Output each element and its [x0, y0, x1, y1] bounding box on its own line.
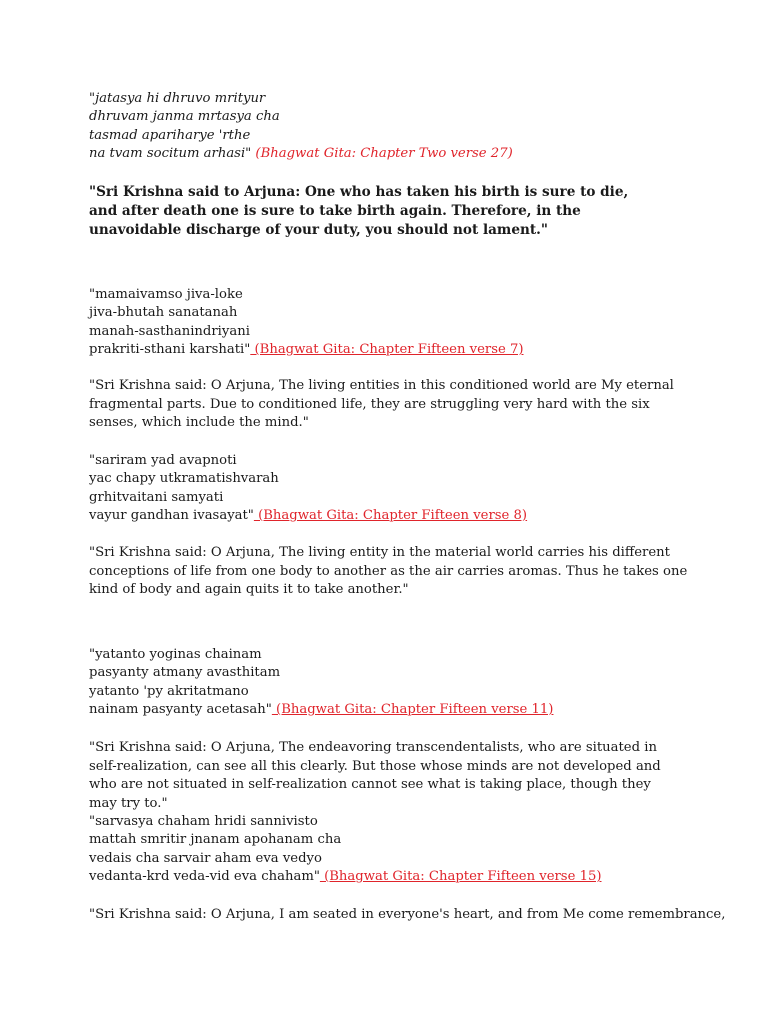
verse-reference-link-5[interactable]: (Bhagwat Gita: Chapter Fifteen verse 15) — [319, 868, 602, 884]
translation-2: "Sri Krishna said: O Arjuna, The living entities in this conditioned world are My eternal fragmental parts. Due to conditioned life, they are struggling very hard with the six senses, which include the mind." — [89, 378, 674, 431]
verse-reference-link-2[interactable]: (Bhagwat Gita: Chapter Fifteen verse 7) — [250, 341, 524, 357]
verse-line: "jatasya hi dhruvo mrityur — [89, 91, 266, 106]
verse-line: "sarvasya chaham hridi sannivisto — [89, 814, 318, 829]
verse-sanskrit-1 — [89, 90, 689, 163]
verse-line: vayur gandhan ivasayat" — [89, 507, 254, 523]
translation-4: "Sri Krishna said: O Arjuna, The endeavoring transcendentalists, who are situated in self-realization, can see all this clearly. But those whose minds are not developed and who are not situated in self-realization cannot see what is taking place, though they may try to." — [89, 740, 661, 812]
verse-block-1 — [89, 90, 689, 163]
translation-1: "Sri Krishna said to Arjuna: One who has taken his birth is sure to die, and after death one is sure to take birth again. Therefore, in the unavoidable discharge of your duty, you should not lament." — [89, 184, 629, 238]
verse-line: dhruvam janma mrtasya cha — [89, 109, 280, 125]
verse-reference-link-4[interactable]: (Bhagwat Gita: Chapter Fifteen verse 11) — [271, 701, 554, 717]
verse-line: grhitvaitani samyati — [89, 489, 224, 505]
verse-line: "sariram yad avapnoti — [89, 453, 237, 468]
verse-line: na tvam socitum arhasi" — [89, 145, 252, 161]
verse-sanskrit-5 — [89, 813, 689, 886]
translation-3: "Sri Krishna said: O Arjuna, The living entity in the material world carries his different conceptions of life from one body to another as the air carries aromas. Thus he takes one kind of body and again quits it to take another." — [89, 545, 688, 598]
verse-line: "yatanto yoginas chainam — [89, 647, 262, 662]
verse-line: yac chapy utkramatishvarah — [89, 471, 279, 487]
verse-line: "mamaivamso jiva-loke — [89, 287, 243, 302]
verse-sanskrit-2 — [89, 286, 689, 359]
verse-line: mattah smritir jnanam apohanam cha — [89, 832, 342, 848]
verse-line: pasyanty atmany avasthitam — [89, 665, 281, 681]
verse-reference-1: (Bhagwat Gita: Chapter Two verse 27) — [251, 145, 513, 161]
verse-line: tasmad apariharye 'rthe — [89, 127, 251, 143]
verse-line: yatanto 'py akritatmano — [89, 683, 249, 699]
verse-sanskrit-3 — [89, 452, 689, 525]
translation-5: "Sri Krishna said: O Arjuna, I am seated in everyone's heart, and from Me come remembrance, — [89, 907, 726, 922]
verse-reference-link-3[interactable]: (Bhagwat Gita: Chapter Fifteen verse 8) — [253, 507, 528, 523]
verse-line: vedais cha sarvair aham eva vedyo — [89, 850, 322, 866]
verse-line: manah-sasthanindriyani — [89, 323, 250, 339]
verse-line: prakriti-sthani karshati" — [89, 341, 251, 357]
verse-line: nainam pasyanty acetasah" — [89, 701, 272, 717]
verse-line: jiva-bhutah sanatanah — [89, 305, 238, 321]
verse-line: vedanta-krd veda-vid eva chaham" — [89, 868, 320, 884]
verse-sanskrit-4 — [89, 646, 689, 719]
